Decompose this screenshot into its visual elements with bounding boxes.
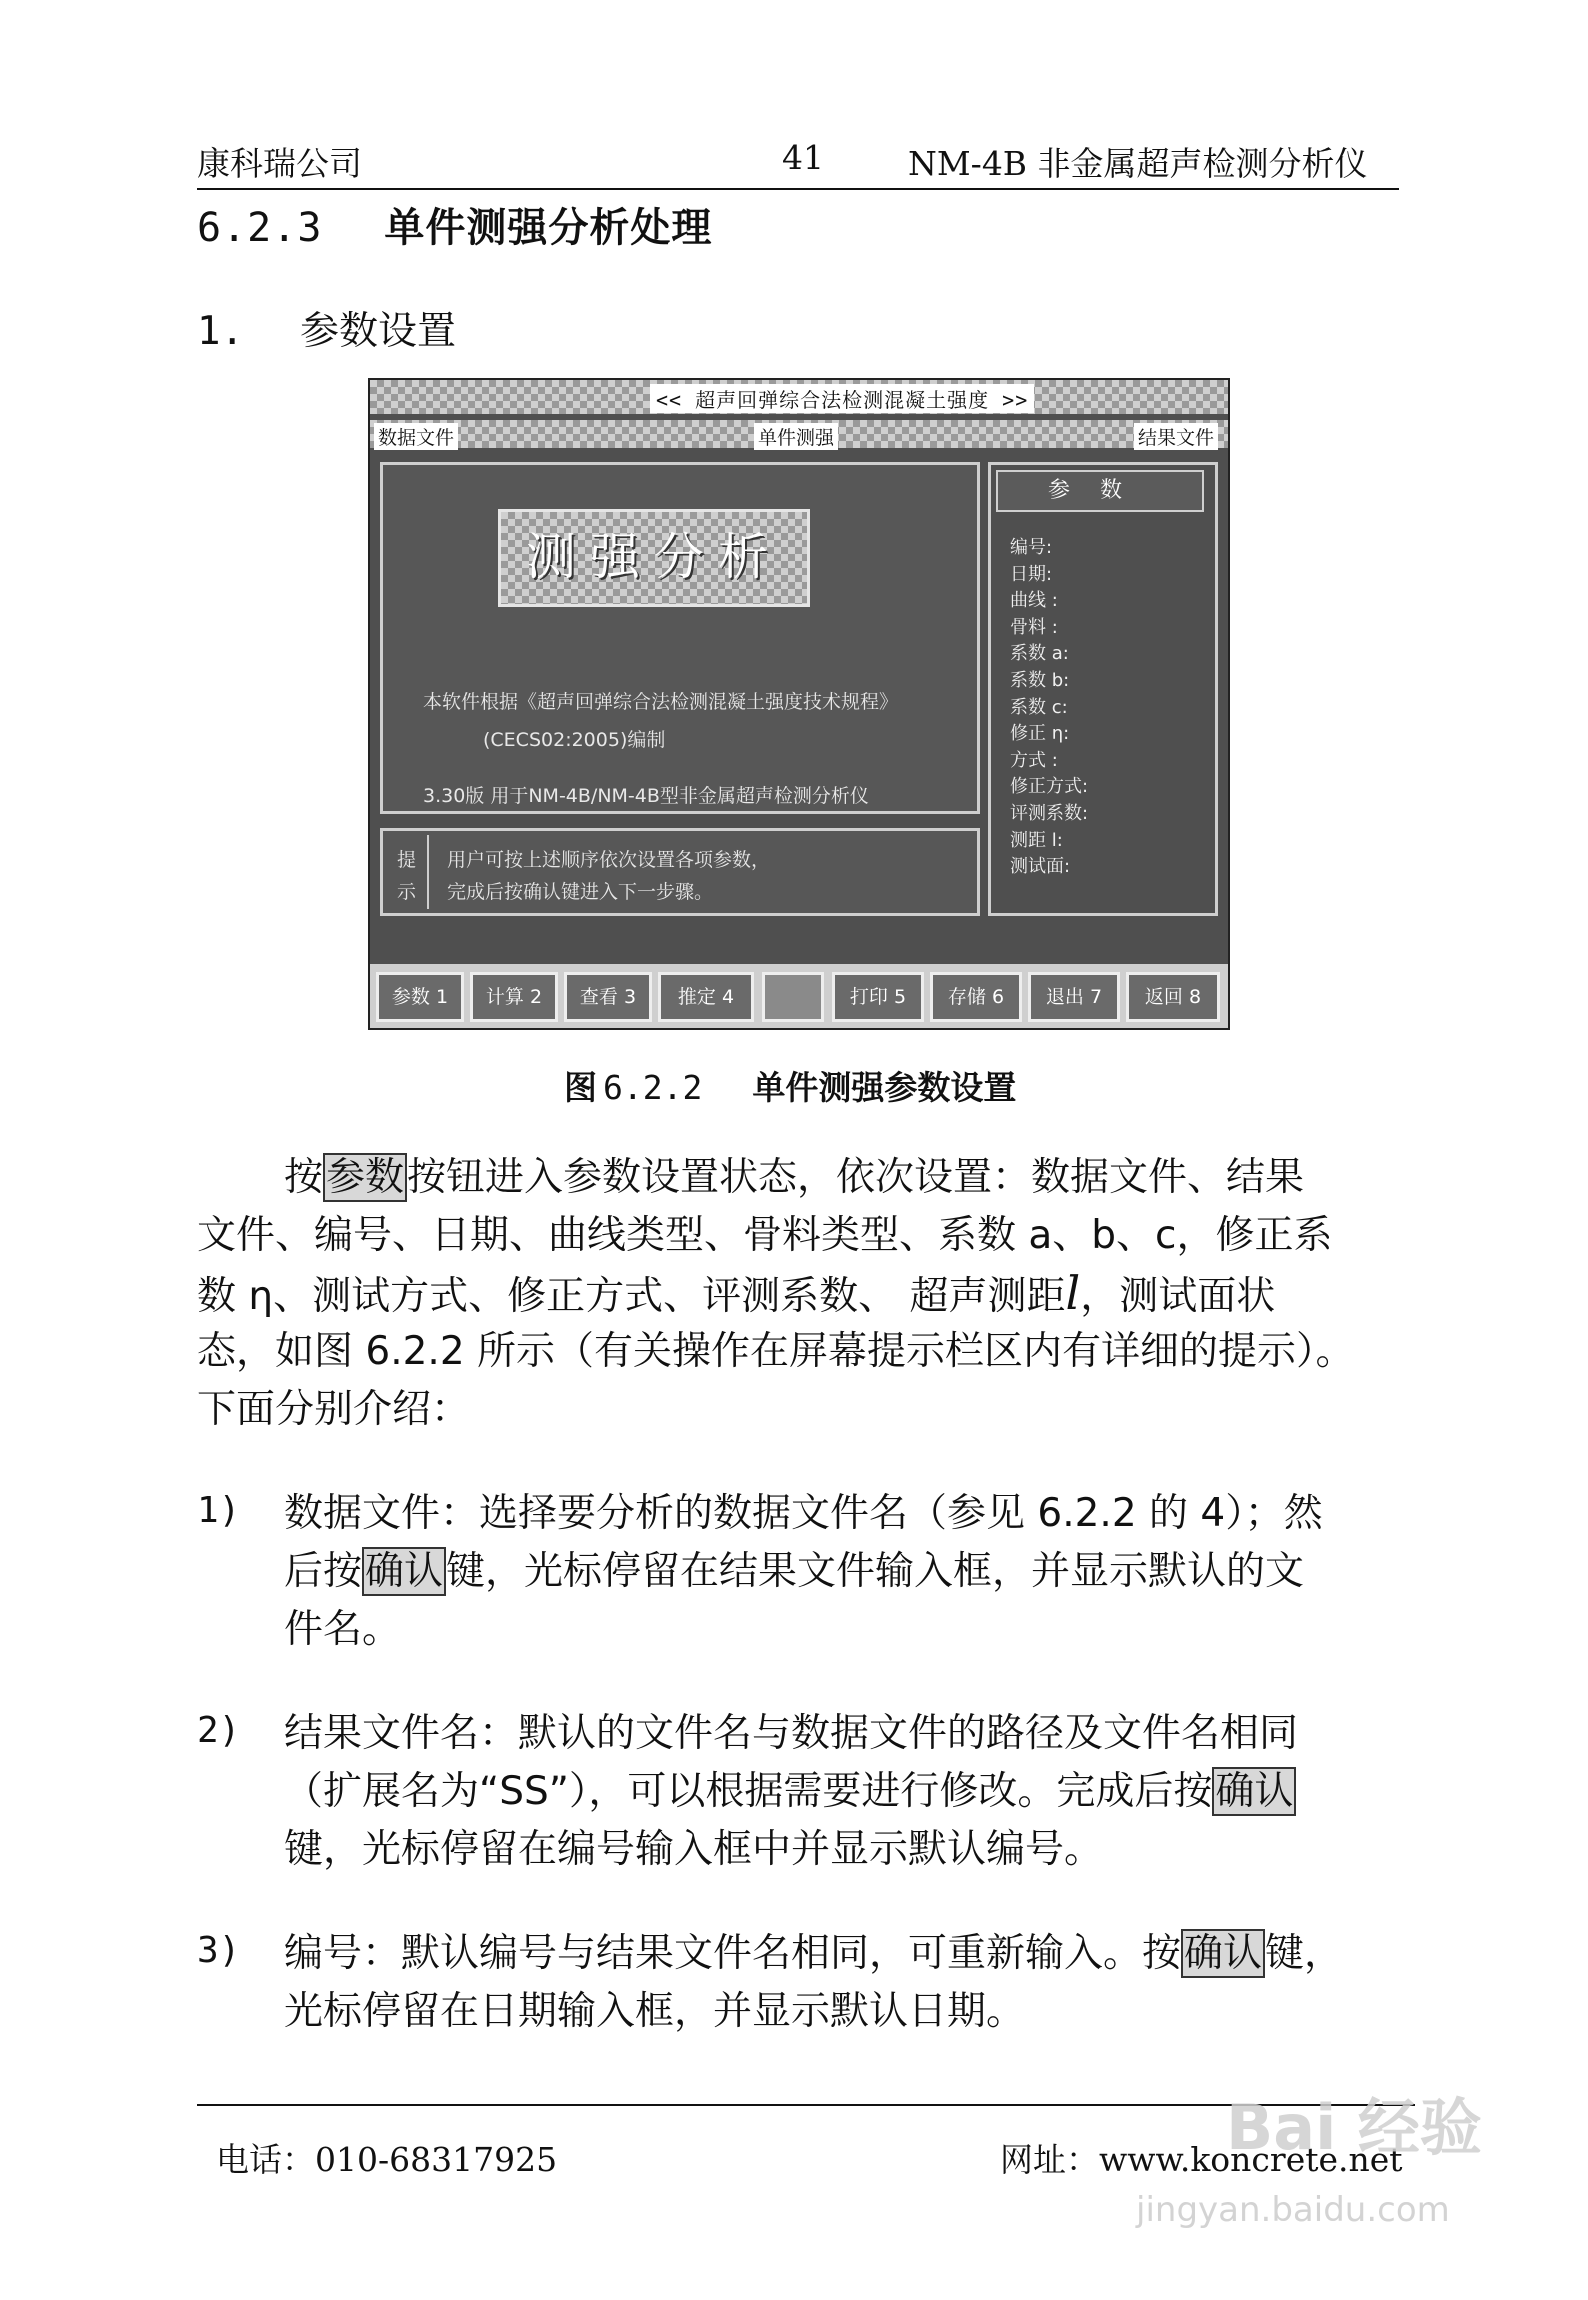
menu-data-file[interactable]: 数据文件 [374, 423, 458, 450]
figure-caption [564, 1062, 1016, 1109]
param-label[interactable]: 日期: [1010, 563, 1053, 585]
fkey-exit[interactable]: 退出 7 [1028, 972, 1120, 1022]
caption-text: 单件测强参数设置 [752, 1068, 1017, 1107]
caption-label: 图 [564, 1068, 597, 1107]
hint-line-1: 用户可按上述顺序依次设置各项参数， [447, 849, 771, 871]
header-company: 康科瑞公司 [197, 144, 362, 183]
footer-phone: 电话：010-68317925 [216, 2140, 558, 2179]
text: 数 η、测试方式、修正方式、评测系数、 超声测距 [197, 1274, 1066, 1319]
section-title [197, 196, 712, 253]
intro-line-2: 文件、编号、日期、曲线类型、骨料类型、系数 a、b、c，修正系 [197, 1213, 1333, 1258]
item-2-line-2 [284, 1764, 1296, 1819]
param-label[interactable]: 方式 : [1010, 749, 1058, 771]
item-3-line-1 [284, 1926, 1343, 1981]
subsection-title-text: 参数设置 [299, 309, 456, 354]
menu-result-file[interactable]: 结果文件 [1134, 423, 1218, 450]
confirm-key-ref: 确认 [362, 1547, 446, 1596]
header-rule [197, 188, 1399, 190]
param-label[interactable]: 编号: [1010, 537, 1053, 558]
hint-label-2: 示 [397, 881, 417, 903]
section-title-text: 单件测强分析处理 [384, 205, 713, 251]
intro-line-4: 态，如图 6.2.2 所示（有关操作在屏幕提示栏区内有详细的提示）。 [197, 1329, 1355, 1374]
fkey-blank[interactable] [762, 972, 824, 1022]
text: （扩展名为“SS”），可以根据需要进行修改。完成后按 [284, 1769, 1213, 1814]
param-label[interactable]: 修正方式: [1010, 776, 1089, 798]
item-number: 1) [197, 1490, 241, 1531]
header-page-number: 41 [782, 138, 824, 177]
function-key-bar [370, 964, 1228, 1028]
item-number: 3) [197, 1930, 241, 1971]
item-2-line-1: 结果文件名：默认的文件名与数据文件的路径及文件名相同 [284, 1711, 1299, 1756]
param-label[interactable]: 系数 c: [1010, 696, 1068, 718]
fkey-view[interactable]: 查看 3 [564, 972, 652, 1022]
item-1-line-3: 件名。 [284, 1607, 402, 1652]
watermark-url: jingyan.baidu.com [1136, 2190, 1450, 2230]
intro-line-1 [284, 1150, 1304, 1205]
screenshot-menubar [370, 420, 1228, 448]
text: 按钮进入参数设置状态，依次设置：数据文件、结果 [407, 1155, 1305, 1200]
item-number: 2) [197, 1710, 241, 1751]
param-label[interactable]: 测距 l: [1010, 829, 1063, 851]
text: ，测试面状 [1080, 1274, 1276, 1319]
hint-panel [380, 828, 980, 916]
info-line-2: (CECS02:2005)编制 [483, 729, 666, 751]
strength-analysis-button[interactable]: 测强分析 [498, 509, 810, 607]
text: 编号：默认编号与结果文件名相同，可重新输入。按 [284, 1931, 1182, 1976]
fkey-print[interactable]: 打印 5 [832, 972, 924, 1022]
item-1-line-1: 数据文件：选择要分析的数据文件名（参见 6.2.2 的 4）；然 [284, 1491, 1323, 1536]
param-label[interactable]: 曲线 : [1010, 590, 1058, 612]
screenshot-title: << 超声回弹综合法检测混凝土强度 >> [650, 384, 1034, 413]
hint-label-1: 提 [397, 849, 417, 871]
info-line-1: 本软件根据《超声回弹综合法检测混凝土强度技术规程》 [423, 691, 899, 713]
info-line-3: 3.30版 用于NM-4B/NM-4B型非金属超声检测分析仪 [423, 785, 869, 807]
fkey-params[interactable]: 参数 1 [376, 972, 464, 1022]
header-product: NM-4B 非金属超声检测分析仪 [908, 144, 1368, 183]
text: 键， [1265, 1931, 1344, 1976]
footer-website[interactable]: 网址：www.koncrete.net [1000, 2140, 1403, 2179]
param-label[interactable]: 修正 η: [1010, 723, 1070, 745]
software-screenshot [368, 378, 1230, 1030]
section-number: 6.2.3 [197, 205, 323, 251]
text: 后按 [284, 1549, 363, 1594]
watermark-brand: Bai 经验 [1226, 2091, 1482, 2164]
caption-number: 6.2.2 [603, 1068, 703, 1107]
text: 按 [284, 1155, 324, 1200]
param-label[interactable]: 评测系数: [1010, 802, 1089, 824]
item-2-line-3: 键，光标停留在编号输入框中并显示默认编号。 [284, 1827, 1104, 1872]
item-1-line-2 [284, 1544, 1304, 1599]
distance-symbol: l [1065, 1266, 1081, 1320]
text: 键，光标停留在结果文件输入框，并显示默认的文 [446, 1549, 1305, 1594]
screenshot-titlebar [370, 380, 1228, 414]
item-3-line-2: 光标停留在日期输入框，并显示默认日期。 [284, 1989, 1026, 2034]
param-label[interactable]: 系数 b: [1010, 669, 1070, 691]
params-title: 参数 [996, 470, 1204, 512]
intro-line-5: 下面分别介绍： [197, 1387, 471, 1432]
param-label[interactable]: 测试面: [1010, 856, 1071, 878]
hint-line-2: 完成后按确认键进入下一步骤。 [447, 881, 714, 903]
params-list [1010, 535, 1088, 881]
confirm-key-ref: 确认 [1212, 1767, 1296, 1816]
subsection-title [197, 300, 456, 356]
menu-single-test[interactable]: 单件测强 [754, 423, 838, 450]
params-key-ref: 参数 [323, 1153, 407, 1202]
intro-line-3 [197, 1266, 1275, 1324]
param-label[interactable]: 骨料 : [1010, 616, 1058, 638]
confirm-key-ref: 确认 [1181, 1929, 1265, 1978]
param-label[interactable]: 系数 a: [1010, 643, 1069, 665]
fkey-estimate[interactable]: 推定 4 [658, 972, 754, 1022]
hint-divider [427, 835, 429, 909]
main-panel [380, 462, 980, 814]
fkey-return[interactable]: 返回 8 [1126, 972, 1220, 1022]
subsection-number: 1. [197, 309, 244, 354]
fkey-calc[interactable]: 计算 2 [470, 972, 558, 1022]
fkey-save[interactable]: 存储 6 [930, 972, 1022, 1022]
